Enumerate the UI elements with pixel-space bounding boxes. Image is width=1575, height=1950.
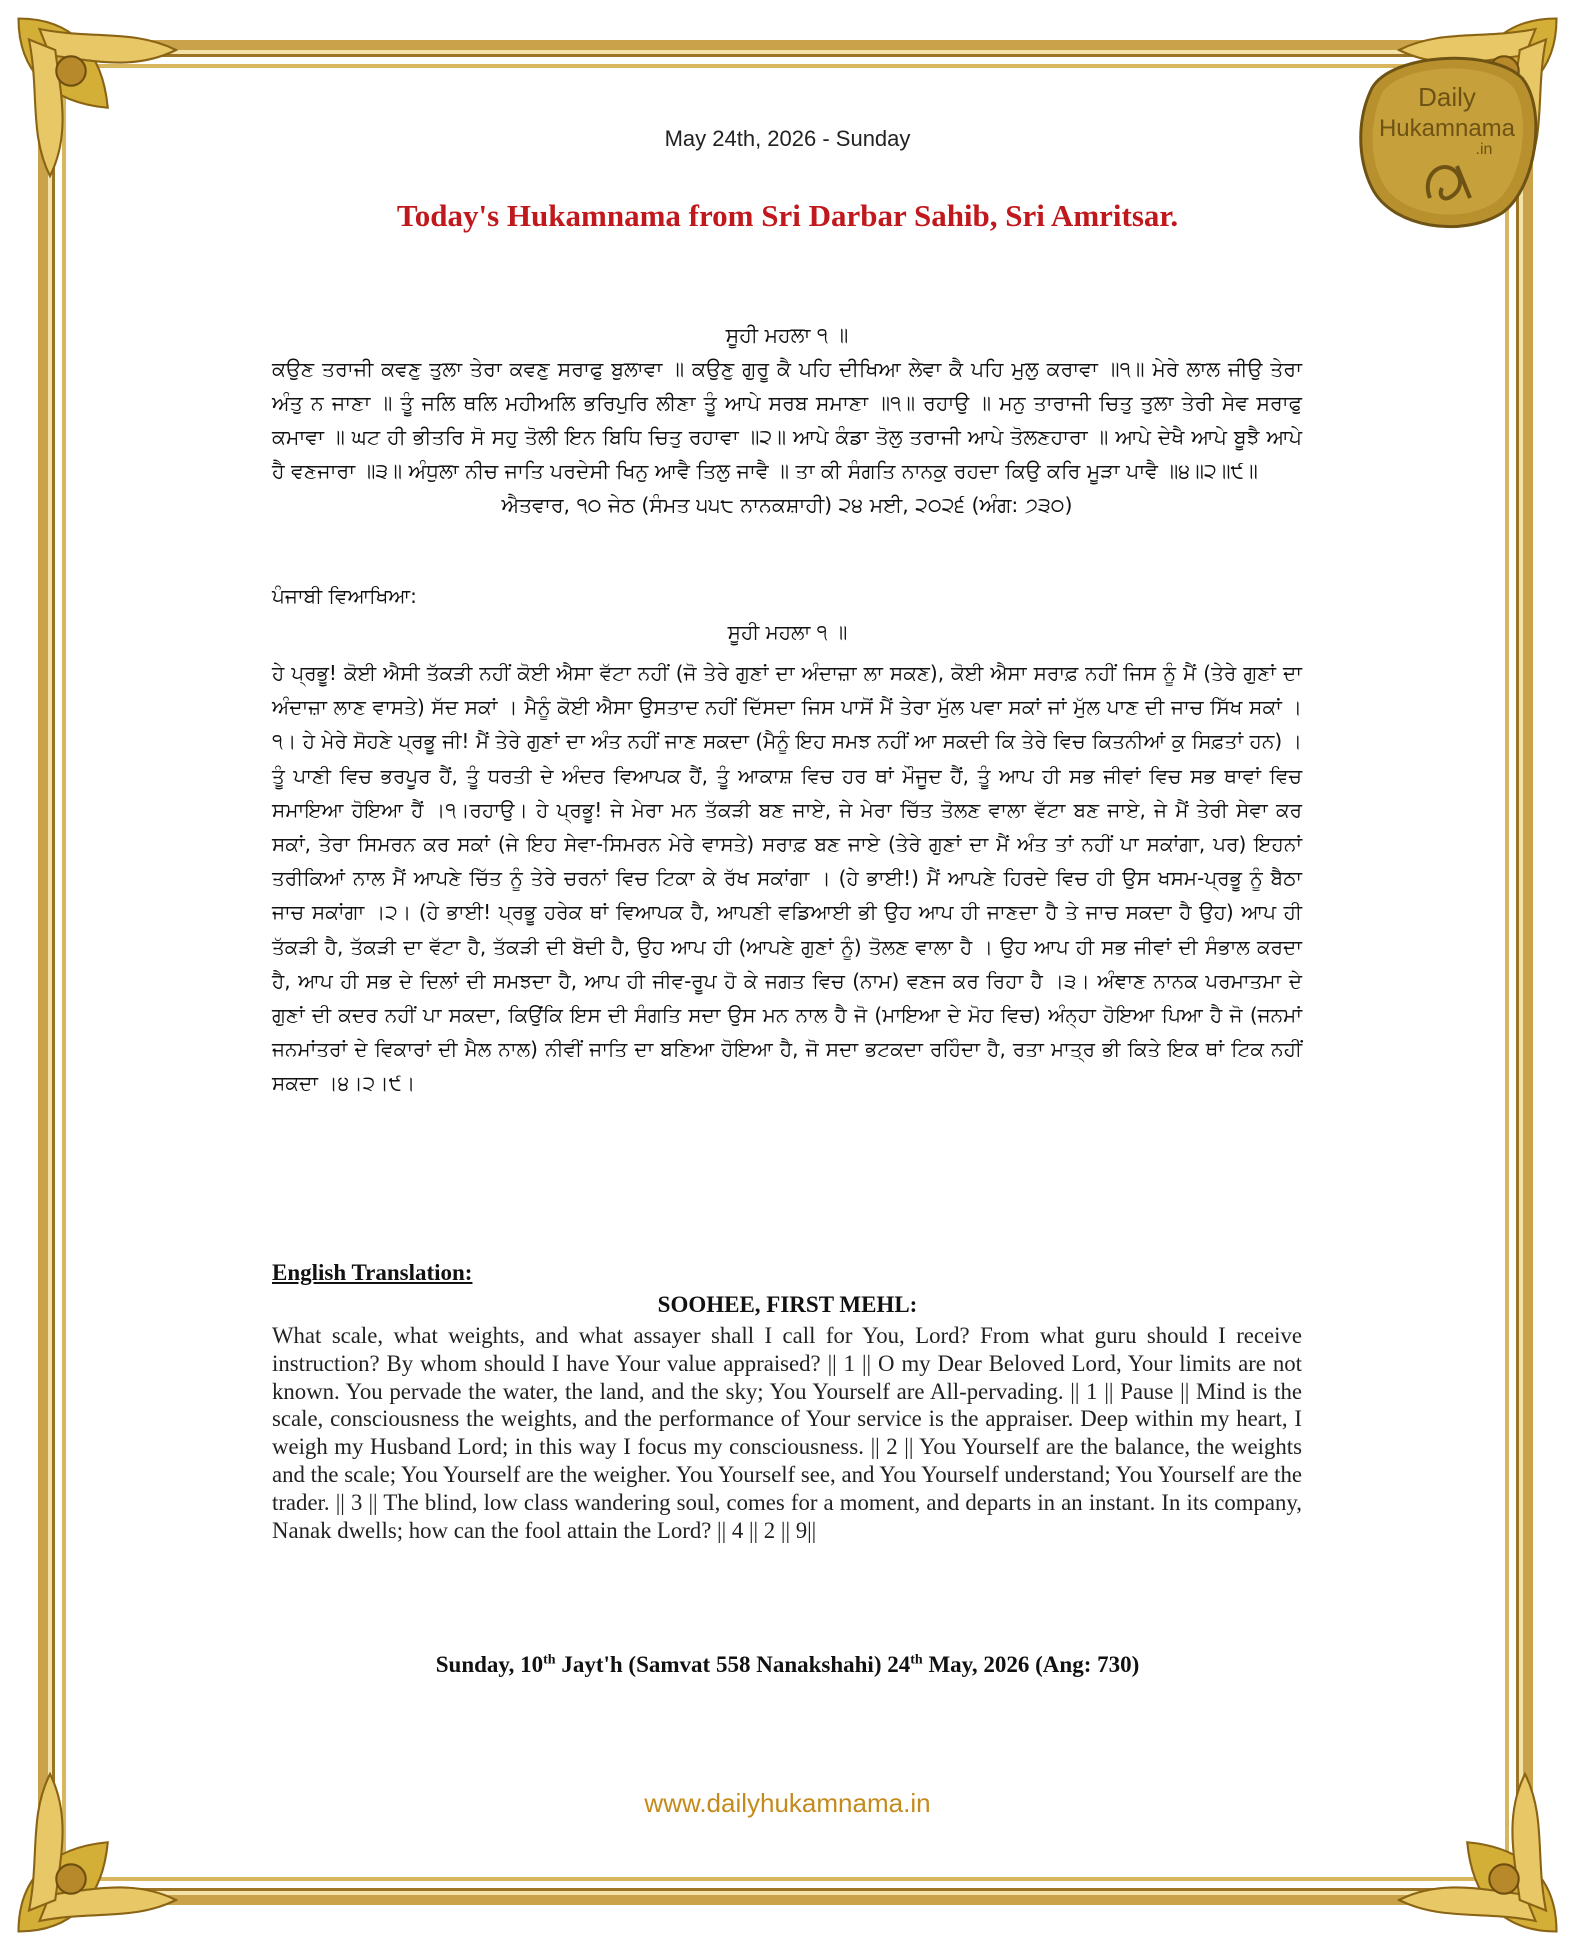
punjabi-explanation: ਹੇ ਪ੍ਰਭੂ! ਕੋਈ ਐਸੀ ਤੱਕੜੀ ਨਹੀਂ ਕੋਈ ਐਸਾ ਵੱਟਾ ਨਹੀਂ (ਜੋ ਤੇਰੇ ਗੁਣਾਂ ਦਾ ਅੰਦਾਜ਼ਾ ਲਾ ਸਕਣ), ਕੋਈ ਐਸਾ ਸਰਾਫ਼ ਨਹੀਂ ਜਿਸ ਨੂੰ ਮੈਂ (ਤੇਰੇ ਗੁਣਾਂ ਦਾ ਅੰਦਾਜ਼ਾ ਲਾਣ ਵਾਸਤੇ) ਸੱਦ ਸਕਾਂ । ਮੈਨੂੰ ਕੋਈ ਐਸਾ ਉਸਤਾਦ ਨਹੀਂ ਦਿੱਸਦਾ ਜਿਸ ਪਾਸੋਂ ਮੈਂ ਤੇਰਾ ਮੁੱਲ ਪਵਾ ਸਕਾਂ ਜਾਂ ਮੁੱਲ ਪਾਣ ਦੀ ਜਾਚ ਸਿੱਖ ਸਕਾਂ ।੧। ਹੇ ਮੇਰੇ ਸੋਹਣੇ ਪ੍ਰਭੂ ਜੀ! ਮੈਂ ਤੇਰੇ ਗੁਣਾਂ ਦਾ ਅੰਤ ਨਹੀਂ ਜਾਣ ਸਕਦਾ (ਮੈਨੂੰ ਇਹ ਸਮਝ ਨਹੀਂ ਆ ਸਕਦੀ ਕਿ ਤੇਰੇ ਵਿਚ ਕਿਤਨੀਆਂ ਕੁ ਸਿਫ਼ਤਾਂ ਹਨ) । ਤੂੰ ਪਾਣੀ ਵਿਚ ਭਰਪੂਰ ਹੈਂ, ਤੂੰ ਧਰਤੀ ਦੇ ਅੰਦਰ ਵਿਆਪਕ ਹੈਂ, ਤੂੰ ਆਕਾਸ਼ ਵਿਚ ਹਰ ਥਾਂ ਮੌਜੂਦ ਹੈਂ, ਤੂੰ ਆਪ ਹੀ ਸਭ ਜੀਵਾਂ ਵਿਚ ਸਭ ਥਾਵਾਂ ਵਿਚ ਸਮਾਇਆ ਹੋਇਆ ਹੈਂ ।੧।ਰਹਾਉ। ਹੇ ਪ੍ਰਭੂ! ਜੇ ਮੇਰਾ ਮਨ ਤੱਕੜੀ ਬਣ ਜਾਏ, ਜੇ ਮੇਰਾ ਚਿੱਤ ਤੋਲਣ ਵਾਲਾ ਵੱਟਾ ਬਣ ਜਾਏ, ਜੇ ਮੈਂ ਤੇਰੀ ਸੇਵਾ ਕਰ ਸਕਾਂ, ਤੇਰਾ ਸਿਮਰਨ ਕਰ ਸਕਾਂ (ਜੇ ਇਹ ਸੇਵਾ-ਸਿਮਰਨ ਮੇਰੇ ਵਾਸਤੇ) ਸਰਾਫ਼ ਬਣ ਜਾਏ (ਤੇਰੇ ਗੁਣਾਂ ਦਾ ਮੈਂ ਅੰਤ ਤਾਂ ਨਹੀਂ ਪਾ ਸਕਾਂਗਾ, ਪਰ) ਇਹਨਾਂ ਤਰੀਕਿਆਂ ਨਾਲ ਮੈਂ ਆਪਣੇ ਚਿੱਤ ਨੂੰ ਤੇਰੇ ਚਰਨਾਂ ਵਿਚ ਟਿਕਾ ਕੇ ਰੱਖ ਸਕਾਂਗਾ । (ਹੇ ਭਾਈ!) ਮੈਂ ਆਪਣੇ ਹਿਰਦੇ ਵਿਚ ਹੀ ਉਸ ਖਸਮ-ਪ੍ਰਭੂ ਨੂੰ ਬੈਠਾ ਜਾਚ ਸਕਾਂਗਾ ।੨। (ਹੇ ਭਾਈ! ਪ੍ਰਭੂ ਹਰੇਕ ਥਾਂ ਵਿਆਪਕ ਹੈ, ਆਪਣੀ ਵਡਿਆਈ ਭੀ ਉਹ ਆਪ ਹੀ ਜਾਣਦਾ ਹੈ ਤੇ ਜਾਚ ਸਕਦਾ ਹੈ ਉਹ) ਆਪ ਹੀ ਤੱਕੜੀ ਹੈ, ਤੱਕੜੀ ਦਾ ਵੱਟਾ ਹੈ, ਤੱਕੜੀ ਦੀ ਬੋਦੀ ਹੈ, ਉਹ ਆਪ ਹੀ (ਆਪਣੇ ਗੁਣਾਂ ਨੂੰ) ਤੋਲਣ ਵਾਲਾ ਹੈ । ਉਹ ਆਪ ਹੀ ਸਭ ਜੀਵਾਂ ਦੀ ਸੰਭਾਲ ਕਰਦਾ ਹੈ, ਆਪ ਹੀ ਸਭ ਦੇ ਦਿਲਾਂ ਦੀ ਸਮਝਦਾ ਹੈ, ਆਪ ਹੀ ਜੀਵ-ਰੂਪ ਹੋ ਕੇ ਜਗਤ ਵਿਚ (ਨਾਮ) ਵਣਜ ਕਰ ਰਿਹਾ ਹੈ ।੩। ਅੰਞਾਣ ਨਾਨਕ ਪਰਮਾਤਮਾ ਦੇ ਗੁਣਾਂ ਦੀ ਕਦਰ ਨਹੀਂ ਪਾ ਸਕਦਾ, ਕਿਉਂਕਿ ਇਸ ਦੀ ਸੰਗਤਿ ਸਦਾ ਉਸ ਮਨ ਨਾਲ ਹੈ ਜੋ (ਮਾਇਆ ਦੇ ਮੋਹ ਵਿਚ) ਅੰਨ੍ਹਾ ਹੋਇਆ ਪਿਆ ਹੈ ਜੋ (ਜਨਮਾਂ ਜਨਮਾਂਤਰਾਂ ਦੇ ਵਿਕਾਰਾਂ ਦੀ ਮੈਲ ਨਾਲ) ਨੀਵੀਂ ਜਾਤਿ ਦਾ ਬਣਿਆ ਹੋਇਆ ਹੈ, ਜੋ ਸਦਾ ਭਟਕਦਾ ਰਹਿੰਦਾ ਹੈ, ਰਤਾ ਮਾਤ੍ਰ ਭੀ ਕਿਤੇ ਇਕ ਥਾਂ ਟਿਕ ਨਹੀਂ ਸਕਦਾ ।੪।੨।੯। <box>272 661 1302 1096</box>
website-link[interactable]: www.dailyhukamnama.in <box>644 1788 931 1818</box>
logo-text-daily: Daily <box>1418 82 1476 112</box>
punjabi-heading: ਪੰਜਾਬੀ ਵਿਆਖਿਆ: <box>272 584 417 608</box>
date-sup-1: th <box>543 1652 556 1668</box>
gurbani-date-line: ਐਤਵਾਰ, ੧੦ ਜੇਠ (ਸੰਮਤ ੫੫੮ ਨਾਨਕਸ਼ਾਹੀ) ੨੪ ਮਈ, ੨੦੨੬ (ਅੰਗ: ੭੩੦) <box>501 493 1073 517</box>
date-suffix: May, 2026 (Ang: 730) <box>922 1652 1140 1677</box>
hukamnama-date: May 24th, 2026 - Sunday <box>664 126 911 151</box>
gurbani-section <box>272 318 1302 522</box>
gurbani-text: ਕਉਣ ਤਰਾਜੀ ਕਵਣੁ ਤੁਲਾ ਤੇਰਾ ਕਵਣੁ ਸਰਾਫੁ ਬੁਲਾਵਾ ॥ ਕਉਣੁ ਗੁਰੂ ਕੈ ਪਹਿ ਦੀਖਿਆ ਲੇਵਾ ਕੈ ਪਹਿ ਮੁਲੁ ਕਰਾਵਾ ॥੧॥ ਮੇਰੇ ਲਾਲ ਜੀਉ ਤੇਰਾ ਅੰਤੁ ਨ ਜਾਣਾ ॥ ਤੂੰ ਜਲਿ ਥਲਿ ਮਹੀਅਲਿ ਭਰਿਪੁਰਿ ਲੀਣਾ ਤੂੰ ਆਪੇ ਸਰਬ ਸਮਾਣਾ ॥੧॥ ਰਹਾਉ ॥ ਮਨੁ ਤਾਰਾਜੀ ਚਿਤੁ ਤੁਲਾ ਤੇਰੀ ਸੇਵ ਸਰਾਫੁ ਕਮਾਵਾ ॥ ਘਟ ਹੀ ਭੀਤਰਿ ਸੋ ਸਹੁ ਤੋਲੀ ਇਨ ਬਿਧਿ ਚਿਤੁ ਰਹਾਵਾ ॥੨॥ ਆਪੇ ਕੰਡਾ ਤੋਲੁ ਤਰਾਜੀ ਆਪੇ ਤੋਲਣਹਾਰਾ ॥ ਆਪੇ ਦੇਖੈ ਆਪੇ ਬੂਝੈ ਆਪੇ ਹੈ ਵਣਜਾਰਾ ॥੩॥ ਅੰਧੁਲਾ ਨੀਚ ਜਾਤਿ ਪਰਦੇਸੀ ਖਿਨੁ ਆਵੈ ਤਿਲੁ ਜਾਵੈ ॥ ਤਾ ਕੀ ਸੰਗਤਿ ਨਾਨਕੁ ਰਹਦਾ ਕਿਉ ਕਰਿ ਮੂੜਾ ਪਾਵੈ ॥੪॥੨॥੯॥ <box>272 357 1302 483</box>
logo-text-hukamnama: Hukamnama <box>1378 115 1516 142</box>
date-sup-2: th <box>910 1652 923 1668</box>
date-middle: Jayt'h (Samvat 558 Nanakshahi) 24 <box>555 1652 911 1677</box>
english-translation: What scale, what weights, and what assayer shall I call for You, Lord? From what guru should I receive instruction? By whom should I have Your value appraised? || 1 || O my Dear Beloved Lord, Your limits are not known. You pervade the water, the land, and the sky; You Yourself are All-pervading. || 1 || Pause || Mind is the scale, consciousness the weights, and the performance of Your service is the appraiser. Deep within my heart, I weigh my Husband Lord; in this way I focus my consciousness. || 2 || You Yourself are the balance, the weights and the scale; You Yourself are the weigher. You Yourself see, and You Yourself understand; You Yourself are the trader. || 3 || The blind, low class wandering soul, comes for a moment, and departs in an instant. In its company, Nanak dwells; how can the fool attain the Lord? || 4 || 2 || 9|| <box>272 1323 1302 1543</box>
corner-ornament-icon <box>8 8 218 218</box>
english-date-line <box>0 1652 1575 1678</box>
english-heading: English Translation: <box>272 1260 473 1285</box>
corner-ornament-icon <box>1357 1732 1567 1942</box>
punjabi-subheading: ਸੂਹੀ ਮਹਲਾ ੧ ॥ <box>727 620 848 644</box>
logo-text-in: .in <box>1475 141 1493 158</box>
english-subheading: SOOHEE, FIRST MEHL: <box>657 1292 918 1317</box>
page-title: Today's Hukamnama from Sri Darbar Sahib, Sri Amritsar. <box>396 198 1179 233</box>
corner-ornament-icon <box>8 1732 218 1942</box>
date-prefix: Sunday, 10 <box>435 1652 544 1677</box>
gurbani-heading: ਸੂਹੀ ਮਹਲਾ ੧ ॥ <box>725 323 849 347</box>
